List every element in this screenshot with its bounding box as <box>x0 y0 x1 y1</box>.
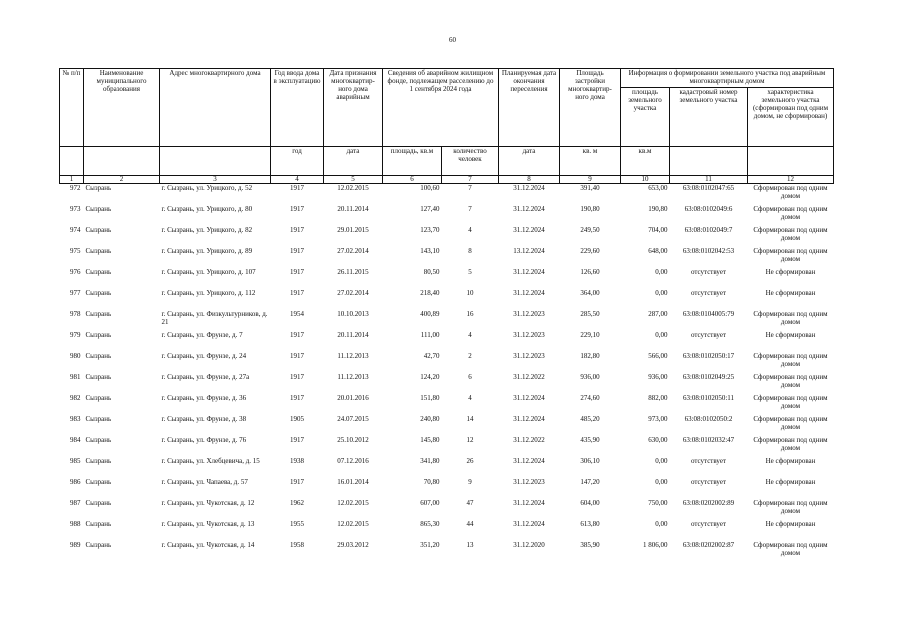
land-area-cell: 653,00 <box>648 184 668 192</box>
emergency-date-cell: 12.02.2015 <box>337 499 369 507</box>
planned-date-cell: 31.12.2023 <box>513 352 545 360</box>
row-number: 988 <box>70 520 81 528</box>
land-area-cell: 566,00 <box>648 352 668 360</box>
emergency-date-cell: 29.01.2015 <box>337 226 369 234</box>
area-cell: 865,30 <box>420 520 440 528</box>
unit-build-area: кв. м <box>560 147 621 176</box>
address-cell: г. Сызрань, ул. Урицкого, д. 112 <box>161 289 256 297</box>
land-area-cell: 973,00 <box>648 415 668 423</box>
building-area-cell: 229,60 <box>580 247 600 255</box>
unit-empty <box>84 147 160 176</box>
people-cell: 10 <box>466 289 474 297</box>
year-cell: 1917 <box>290 394 304 402</box>
table-row <box>60 541 834 562</box>
municipality-cell: Сызрань <box>85 415 112 423</box>
emergency-date-cell: 27.02.2014 <box>337 247 369 255</box>
year-cell: 1958 <box>290 541 304 549</box>
address-cell: г. Сызрань, ул. Урицкого, д. 107 <box>161 268 256 276</box>
people-cell: 6 <box>468 373 472 381</box>
address-cell: г. Сызрань, ул. Урицкого, д. 89 <box>161 247 253 255</box>
row-number: 989 <box>70 541 81 549</box>
year-cell: 1917 <box>290 247 304 255</box>
building-area-cell: 190,80 <box>580 205 600 213</box>
building-area-cell: 485,20 <box>580 415 600 423</box>
land-area-cell: 0,00 <box>655 520 668 528</box>
address-cell: г. Сызрань, ул. Чукотская, д. 13 <box>161 520 255 528</box>
building-area-cell: 285,50 <box>580 310 600 318</box>
row-number: 974 <box>70 226 81 234</box>
header-planned-date: Планируемая дата окончания переселения <box>499 69 560 147</box>
land-status-cell: Сформирован под одним домом <box>753 205 828 221</box>
land-status-cell: Сформирован под одним домом <box>753 436 828 452</box>
land-status-cell: Не сформирован <box>765 331 816 339</box>
year-cell: 1954 <box>290 310 304 318</box>
land-area-cell: 704,00 <box>648 226 668 234</box>
land-area-cell: 648,00 <box>648 247 668 255</box>
table-row <box>60 436 834 457</box>
header-land-char: характеристика земельного участка (сформирован под одним домом, не сформирован) <box>748 88 834 147</box>
column-number: 1 <box>60 176 84 184</box>
unit-empty <box>670 147 748 176</box>
year-cell: 1905 <box>290 415 304 423</box>
people-cell: 8 <box>468 247 472 255</box>
year-cell: 1917 <box>290 184 304 192</box>
building-area-cell: 147,20 <box>580 478 600 486</box>
planned-date-cell: 31.12.2024 <box>513 520 545 528</box>
land-area-cell: 0,00 <box>655 331 668 339</box>
people-cell: 44 <box>466 520 474 528</box>
table-row <box>60 394 834 415</box>
municipality-cell: Сызрань <box>85 457 112 465</box>
address-cell: г. Сызрань, ул. Урицкого, д. 52 <box>161 184 253 192</box>
land-area-cell: 0,00 <box>655 268 668 276</box>
column-number: 6 <box>383 176 442 184</box>
people-cell: 4 <box>468 394 472 402</box>
header-emergency-date: Дата признания многоквартир-ного дома аварийным <box>324 69 383 147</box>
unit-people: количество человек <box>442 147 499 176</box>
land-status-cell: Сформирован под одним домом <box>753 373 828 389</box>
planned-date-cell: 13.12.2024 <box>513 247 545 255</box>
area-cell: 240,80 <box>420 415 440 423</box>
people-cell: 16 <box>466 310 474 318</box>
row-number: 979 <box>70 331 81 339</box>
building-area-cell: 274,60 <box>580 394 600 402</box>
area-cell: 351,20 <box>420 541 440 549</box>
address-cell: г. Сызрань, ул. Фрунзе, д. 27а <box>161 373 250 381</box>
cadastral-cell: 63:08:0104005:79 <box>682 310 735 318</box>
page-number: 60 <box>449 36 456 44</box>
municipality-cell: Сызрань <box>85 310 112 318</box>
municipality-cell: Сызрань <box>85 205 112 213</box>
column-number: 2 <box>84 176 160 184</box>
emergency-date-cell: 27.02.2014 <box>337 289 369 297</box>
table-row <box>60 331 834 352</box>
planned-date-cell: 31.12.2023 <box>513 478 545 486</box>
year-cell: 1917 <box>290 436 304 444</box>
people-cell: 26 <box>466 457 474 465</box>
row-number: 972 <box>70 184 81 192</box>
table-row <box>60 457 834 478</box>
area-cell: 400,89 <box>420 310 440 318</box>
area-cell: 143,10 <box>420 247 440 255</box>
cadastral-cell: 63:08:0102049:25 <box>682 373 735 381</box>
land-status-cell: Не сформирован <box>765 289 816 297</box>
address-cell: г. Сызрань, ул. Урицкого, д. 82 <box>161 226 253 234</box>
people-cell: 4 <box>468 331 472 339</box>
row-number: 983 <box>70 415 81 423</box>
land-area-cell: 750,00 <box>648 499 668 507</box>
land-status-cell: Не сформирован <box>765 478 816 486</box>
building-area-cell: 613,80 <box>580 520 600 528</box>
year-cell: 1938 <box>290 457 304 465</box>
land-area-cell: 0,00 <box>655 478 668 486</box>
address-cell: г. Сызрань, ул. Урицкого, д. 80 <box>161 205 253 213</box>
building-area-cell: 385,90 <box>580 541 600 549</box>
land-status-cell: Сформирован под одним домом <box>753 352 828 368</box>
planned-date-cell: 31.12.2024 <box>513 226 545 234</box>
planned-date-cell: 31.12.2023 <box>513 310 545 318</box>
people-cell: 14 <box>466 415 474 423</box>
cadastral-cell: отсутствует <box>690 268 727 276</box>
planned-date-cell: 31.12.2024 <box>513 205 545 213</box>
people-cell: 7 <box>468 184 472 192</box>
emergency-date-cell: 26.11.2015 <box>337 268 369 276</box>
building-area-cell: 435,90 <box>580 436 600 444</box>
land-area-cell: 287,00 <box>648 310 668 318</box>
column-number: 8 <box>499 176 560 184</box>
emergency-date-cell: 10.10.2013 <box>337 310 369 318</box>
address-cell: г. Сызрань, ул. Фрунзе, д. 38 <box>161 415 247 423</box>
emergency-date-cell: 20.01.2016 <box>337 394 369 402</box>
header-address: Адрес многоквартирного дома <box>160 69 271 147</box>
land-area-cell: 936,00 <box>648 373 668 381</box>
table-row <box>60 205 834 226</box>
planned-date-cell: 31.12.2024 <box>513 184 545 192</box>
emergency-date-cell: 25.10.2012 <box>337 436 369 444</box>
cadastral-cell: 63:08:0102032:47 <box>682 436 735 444</box>
land-area-cell: 0,00 <box>655 457 668 465</box>
planned-date-cell: 31.12.2024 <box>513 289 545 297</box>
header-land-area: площадь земельного участка <box>621 88 670 147</box>
address-cell: г. Сызрань, ул. Чукотская, д. 12 <box>161 499 255 507</box>
land-area-cell: 190,80 <box>648 205 668 213</box>
planned-date-cell: 31.12.2024 <box>513 268 545 276</box>
address-cell: г. Сызрань, ул. Физкультурников, д. 21 <box>161 310 268 326</box>
table-row <box>60 268 834 289</box>
emergency-date-cell: 24.07.2015 <box>337 415 369 423</box>
unit-year: год <box>271 147 324 176</box>
people-cell: 5 <box>468 268 472 276</box>
emergency-date-cell: 20.11.2014 <box>337 331 369 339</box>
area-cell: 42,70 <box>423 352 440 360</box>
building-area-cell: 182,80 <box>580 352 600 360</box>
land-status-cell: Не сформирован <box>765 520 816 528</box>
column-number: 11 <box>670 176 748 184</box>
municipality-cell: Сызрань <box>85 520 112 528</box>
table-row <box>60 520 834 541</box>
building-area-cell: 229,10 <box>580 331 600 339</box>
land-status-cell: Сформирован под одним домом <box>753 184 828 200</box>
area-cell: 80,50 <box>423 268 440 276</box>
land-area-cell: 0,00 <box>655 289 668 297</box>
area-cell: 218,40 <box>420 289 440 297</box>
emergency-date-cell: 29.03.2012 <box>337 541 369 549</box>
row-number: 985 <box>70 457 81 465</box>
emergency-date-cell: 11.12.2013 <box>337 373 369 381</box>
cadastral-cell: отсутствует <box>690 289 727 297</box>
unit-plan-date: дата <box>499 147 560 176</box>
table-row <box>60 226 834 247</box>
municipality-cell: Сызрань <box>85 226 112 234</box>
municipality-cell: Сызрань <box>85 289 112 297</box>
unit-empty <box>60 147 84 176</box>
building-area-cell: 936,00 <box>580 373 600 381</box>
cadastral-cell: отсутствует <box>690 520 727 528</box>
cadastral-cell: 63:08:0102047:65 <box>682 184 735 192</box>
planned-date-cell: 31.12.2024 <box>513 415 545 423</box>
row-number: 973 <box>70 205 81 213</box>
land-status-cell: Сформирован под одним домом <box>753 226 828 242</box>
planned-date-cell: 31.12.2024 <box>513 457 545 465</box>
header-year: Год ввода дома в эксплуатацию <box>271 69 324 147</box>
emergency-date-cell: 12.02.2015 <box>337 184 369 192</box>
address-cell: г. Сызрань, ул. Чапаева, д. 57 <box>161 478 248 486</box>
cadastral-cell: 63:08:0102050:2 <box>684 415 733 423</box>
row-number: 984 <box>70 436 81 444</box>
land-status-cell: Сформирован под одним домом <box>753 394 828 410</box>
table-row <box>60 184 834 206</box>
table-row <box>60 310 834 331</box>
header-cadastral: кадастровый номер земельного участка <box>670 88 748 147</box>
row-number: 978 <box>70 310 81 318</box>
area-cell: 111,00 <box>420 331 440 339</box>
unit-area: площадь, кв.м <box>383 147 442 176</box>
row-number: 981 <box>70 373 81 381</box>
cadastral-cell: отсутствует <box>690 478 727 486</box>
planned-date-cell: 31.12.2024 <box>513 499 545 507</box>
people-cell: 4 <box>468 226 472 234</box>
people-cell: 13 <box>466 541 474 549</box>
year-cell: 1917 <box>290 268 304 276</box>
column-number: 4 <box>271 176 324 184</box>
people-cell: 2 <box>468 352 472 360</box>
land-status-cell: Сформирован под одним домом <box>753 247 828 263</box>
municipality-cell: Сызрань <box>85 436 112 444</box>
planned-date-cell: 31.12.2020 <box>513 541 545 549</box>
year-cell: 1962 <box>290 499 304 507</box>
address-cell: г. Сызрань, ул. Чукотская, д. 14 <box>161 541 255 549</box>
cadastral-cell: отсутствует <box>690 457 727 465</box>
table-row <box>60 373 834 394</box>
unit-date: дата <box>324 147 383 176</box>
year-cell: 1917 <box>290 373 304 381</box>
table-row <box>60 352 834 373</box>
header-building-area: Площадь застройки многоквартир-ного дома <box>560 69 621 147</box>
area-cell: 100,60 <box>420 184 440 192</box>
cadastral-cell: 63:08:0102049:7 <box>684 226 733 234</box>
cadastral-cell: 63:08:0202002:89 <box>682 499 735 507</box>
column-number: 9 <box>560 176 621 184</box>
table-body <box>60 184 834 563</box>
municipality-cell: Сызрань <box>85 268 112 276</box>
row-number: 977 <box>70 289 81 297</box>
building-area-cell: 364,00 <box>580 289 600 297</box>
emergency-date-cell: 12.02.2015 <box>337 520 369 528</box>
row-number: 976 <box>70 268 81 276</box>
planned-date-cell: 31.12.2022 <box>513 373 545 381</box>
municipality-cell: Сызрань <box>85 331 112 339</box>
year-cell: 1917 <box>290 289 304 297</box>
municipality-cell: Сызрань <box>85 478 112 486</box>
building-area-cell: 126,60 <box>580 268 600 276</box>
address-cell: г. Сызрань, ул. Хлебцевича, д. 15 <box>161 457 260 465</box>
row-number: 980 <box>70 352 81 360</box>
emergency-date-cell: 16.01.2014 <box>337 478 369 486</box>
area-cell: 607,00 <box>420 499 440 507</box>
land-status-cell: Сформирован под одним домом <box>753 415 828 431</box>
people-cell: 47 <box>466 499 474 507</box>
emergency-date-cell: 11.12.2013 <box>337 352 369 360</box>
unit-empty <box>748 147 834 176</box>
cadastral-cell: 63:08:0102050:17 <box>682 352 735 360</box>
land-area-cell: 882,00 <box>648 394 668 402</box>
cadastral-cell: 63:08:0202002:87 <box>682 541 735 549</box>
table-row <box>60 499 834 520</box>
year-cell: 1917 <box>290 352 304 360</box>
municipality-cell: Сызрань <box>85 394 112 402</box>
municipality-cell: Сызрань <box>85 499 112 507</box>
land-status-cell: Сформирован под одним домом <box>753 310 828 326</box>
emergency-housing-table <box>59 68 834 562</box>
row-number: 975 <box>70 247 81 255</box>
table-header <box>60 69 834 184</box>
land-status-cell: Не сформирован <box>765 268 816 276</box>
municipality-cell: Сызрань <box>85 541 112 549</box>
year-cell: 1917 <box>290 331 304 339</box>
table-row <box>60 478 834 499</box>
year-cell: 1917 <box>290 226 304 234</box>
address-cell: г. Сызрань, ул. Фрунзе, д. 7 <box>161 331 243 339</box>
area-cell: 123,70 <box>420 226 440 234</box>
header-land-info: Информация о формировании земельного участка под аварийным многоквартирным домом <box>621 69 834 88</box>
row-number: 987 <box>70 499 81 507</box>
people-cell: 12 <box>466 436 474 444</box>
building-area-cell: 391,40 <box>580 184 600 192</box>
table-row <box>60 415 834 436</box>
column-number: 12 <box>748 176 834 184</box>
year-cell: 1955 <box>290 520 304 528</box>
cadastral-cell: отсутствует <box>690 331 727 339</box>
building-area-cell: 604,00 <box>580 499 600 507</box>
address-cell: г. Сызрань, ул. Фрунзе, д. 36 <box>161 394 247 402</box>
area-cell: 124,20 <box>420 373 440 381</box>
header-num: № п/п <box>60 69 84 147</box>
table-row <box>60 247 834 268</box>
cadastral-cell: 63:08:0102042:53 <box>682 247 735 255</box>
table-row <box>60 289 834 310</box>
building-area-cell: 249,50 <box>580 226 600 234</box>
area-cell: 70,80 <box>423 478 440 486</box>
area-cell: 341,80 <box>420 457 440 465</box>
address-cell: г. Сызрань, ул. Фрунзе, д. 24 <box>161 352 247 360</box>
cadastral-cell: 63:08:0102050:11 <box>682 394 735 402</box>
land-area-cell: 1 806,00 <box>643 541 668 549</box>
row-number: 982 <box>70 394 81 402</box>
planned-date-cell: 31.12.2022 <box>513 436 545 444</box>
row-number: 986 <box>70 478 81 486</box>
people-cell: 7 <box>468 205 472 213</box>
municipality-cell: Сызрань <box>85 352 112 360</box>
municipality-cell: Сызрань <box>85 373 112 381</box>
cadastral-cell: 63:08:0102049:6 <box>684 205 733 213</box>
address-cell: г. Сызрань, ул. Фрунзе, д. 76 <box>161 436 247 444</box>
area-cell: 151,80 <box>420 394 440 402</box>
column-number: 7 <box>442 176 499 184</box>
year-cell: 1917 <box>290 205 304 213</box>
municipality-cell: Сызрань <box>85 247 112 255</box>
area-cell: 127,40 <box>420 205 440 213</box>
emergency-date-cell: 07.12.2016 <box>337 457 369 465</box>
year-cell: 1917 <box>290 478 304 486</box>
column-number: 5 <box>324 176 383 184</box>
land-status-cell: Не сформирован <box>765 457 816 465</box>
planned-date-cell: 31.12.2024 <box>513 394 545 402</box>
building-area-cell: 306,10 <box>580 457 600 465</box>
land-status-cell: Сформирован под одним домом <box>753 541 828 557</box>
area-cell: 145,80 <box>420 436 440 444</box>
unit-empty <box>160 147 271 176</box>
people-cell: 9 <box>468 478 472 486</box>
land-area-cell: 630,00 <box>648 436 668 444</box>
column-number: 3 <box>160 176 271 184</box>
emergency-date-cell: 20.11.2014 <box>337 205 369 213</box>
municipality-cell: Сызрань <box>85 184 112 192</box>
planned-date-cell: 31.12.2023 <box>513 331 545 339</box>
header-municipality: Наименование муниципального образования <box>84 69 160 147</box>
header-emergency-fund: Сведения об аварийном жилищном фонде, подлежащем расселению до 1 сентября 2024 года <box>383 69 499 147</box>
column-number: 10 <box>621 176 670 184</box>
unit-land-area: кв.м <box>621 147 670 176</box>
column-numbers-row <box>60 176 834 184</box>
land-status-cell: Сформирован под одним домом <box>753 499 828 515</box>
